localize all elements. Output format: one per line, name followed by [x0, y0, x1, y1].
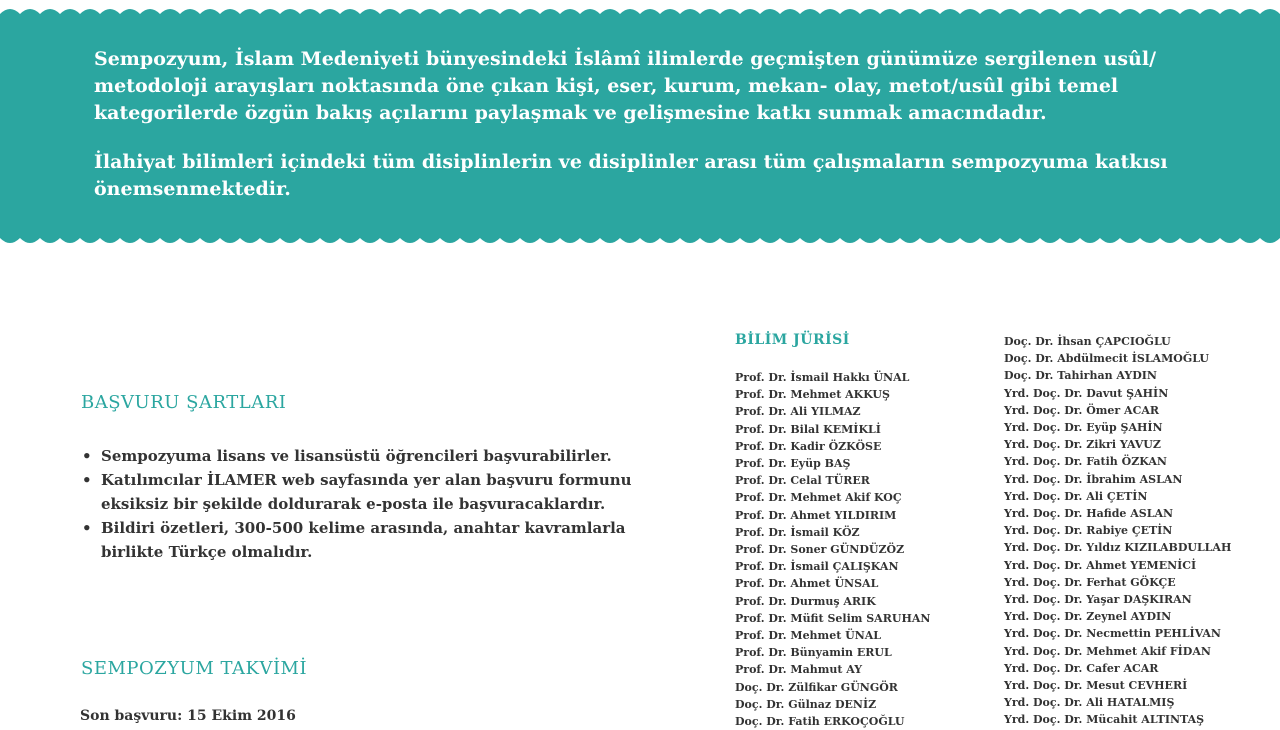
jury-member: Prof. Dr. Mahmut AY — [735, 663, 863, 677]
jury-member: Prof. Dr. Mehmet ÜNAL — [735, 629, 882, 643]
intro-banner — [0, 0, 1280, 250]
jury-member: Yrd. Doç. Dr. Davut ŞAHİN — [1004, 386, 1169, 400]
jury-member: Prof. Dr. Bilal KEMİKLİ — [735, 422, 881, 436]
jury-member: Yrd. Doç. Dr. Zikri YAVUZ — [1004, 438, 1161, 452]
jury-member: Doç. Dr. Abdülmecit İSLAMOĞLU — [1004, 352, 1209, 366]
requirement-item: • Katılımcılar İLAMER web sayfasında yer alan başvuru formunu eksiksiz bir şekilde doldurarak e-posta ile başvuracaklardır. — [80, 468, 680, 516]
jury-member: Prof. Dr. Ali YILMAZ — [735, 405, 861, 419]
jury-member: Yrd. Doç. Dr. Mehmet Akif FİDAN — [1004, 644, 1211, 658]
jury-member: Yrd. Doç. Dr. Rabiye ÇETİN — [1004, 524, 1173, 538]
jury-member: Yrd. Doç. Dr. Cafer ACAR — [1004, 661, 1159, 675]
jury-member: Doç. Dr. Zülfikar GÜNGÖR — [735, 680, 898, 694]
jury-column-2 — [1004, 333, 1231, 729]
jury-member: Prof. Dr. İsmail ÇALIŞKAN — [735, 560, 899, 574]
jury-title: BİLİM JÜRİSİ — [735, 332, 850, 348]
banner-paragraph-1: Sempozyum, İslam Medeniyeti bünyesindeki İslâmî ilimlerde geçmişten günümüze sergilenen usûl/ metodoloji arayışları noktasında öne çıkan kişi, eser, kurum, mekan- olay, metot/usûl gibi temel kategorilerde özgün bakış açılarını paylaşmak ve gelişmesine katkı sunmak amacındadır. — [94, 48, 1157, 124]
jury-member: Doç. Dr. İhsan ÇAPCIOĞLU — [1004, 335, 1171, 348]
requirements-list — [80, 444, 680, 564]
jury-member: Yrd. Doç. Dr. Hafide ASLAN — [1004, 507, 1174, 521]
jury-member: Yrd. Doç. Dr. Fatih ÖZKAN — [1004, 455, 1167, 469]
jury-member: Prof. Dr. Müfit Selim SARUHAN — [735, 611, 931, 625]
jury-member: Prof. Dr. Kadir ÖZKÖSE — [735, 439, 882, 453]
jury-member: Prof. Dr. Ahmet YILDIRIM — [735, 508, 897, 522]
jury-member: Yrd. Doç. Dr. Ali ÇETİN — [1004, 489, 1148, 503]
calendar-item: Son başvuru: 15 Ekim 2016 — [80, 708, 296, 724]
jury-member: Prof. Dr. Celal TÜRER — [735, 474, 870, 488]
jury-member: Yrd. Doç. Dr. Eyüp ŞAHİN — [1004, 421, 1163, 435]
jury-member: Yrd. Doç. Dr. Necmettin PEHLİVAN — [1004, 627, 1221, 641]
jury-member: Prof. Dr. İsmail KÖZ — [735, 525, 860, 539]
jury-member: Yrd. Doç. Dr. Mücahit ALTINTAŞ — [1004, 713, 1205, 727]
jury-member: Prof. Dr. Eyüp BAŞ — [735, 457, 851, 471]
banner-paragraph-2: İlahiyat bilimleri içindeki tüm disiplinlerin ve disiplinler arası tüm çalışmaların sempozyuma katkısı önemsenmektedir. — [94, 151, 1168, 200]
calendar-title: SEMPOZYUM TAKVİMİ — [81, 658, 308, 679]
requirement-item: • Bildiri özetleri, 300-500 kelime arasında, anahtar kavramlarla birlikte Türkçe olmalıdır. — [80, 516, 680, 564]
jury-member: Doç. Dr. Fatih ERKOÇOĞLU — [735, 715, 905, 729]
jury-member: Prof. Dr. Ahmet ÜNSAL — [735, 577, 879, 591]
jury-member: Prof. Dr. Soner GÜNDÜZÖZ — [735, 543, 905, 557]
jury-member: Yrd. Doç. Dr. İbrahim ASLAN — [1004, 472, 1183, 486]
jury-member: Doç. Dr. Gülnaz DENİZ — [735, 697, 877, 711]
jury-member: Yrd. Doç. Dr. Mesut CEVHERİ — [1004, 679, 1188, 693]
requirements-title: BAŞVURU ŞARTLARI — [81, 392, 287, 413]
jury-member: Yrd. Doç. Dr. Ali HATALMIŞ — [1004, 696, 1175, 710]
jury-member: Prof. Dr. Mehmet Akif KOÇ — [735, 491, 902, 505]
jury-member: Doç. Dr. Tahirhan AYDIN — [1004, 369, 1157, 383]
jury-member: Prof. Dr. Mehmet AKKUŞ — [735, 388, 890, 402]
banner-text — [94, 46, 1204, 225]
jury-member: Yrd. Doç. Dr. Ferhat GÖKÇE — [1004, 575, 1176, 589]
jury-member: Yrd. Doç. Dr. Ahmet YEMENİCİ — [1004, 558, 1197, 572]
jury-member: Yrd. Doç. Dr. Yaşar DAŞKIRAN — [1004, 593, 1192, 607]
jury-member: Yrd. Doç. Dr. Zeynel AYDIN — [1004, 610, 1172, 624]
jury-member: Prof. Dr. İsmail Hakkı ÜNAL — [735, 371, 910, 384]
jury-member: Yrd. Doç. Dr. Yıldız KIZILABDULLAH — [1004, 541, 1232, 555]
jury-member: Prof. Dr. Bünyamin ERUL — [735, 646, 892, 660]
jury-column-1 — [735, 369, 930, 730]
jury-member: Prof. Dr. Durmuş ARIK — [735, 594, 876, 608]
requirement-item: • Sempozyuma lisans ve lisansüstü öğrencileri başvurabilirler. — [80, 444, 680, 468]
jury-member: Yrd. Doç. Dr. Ömer ACAR — [1004, 403, 1160, 417]
